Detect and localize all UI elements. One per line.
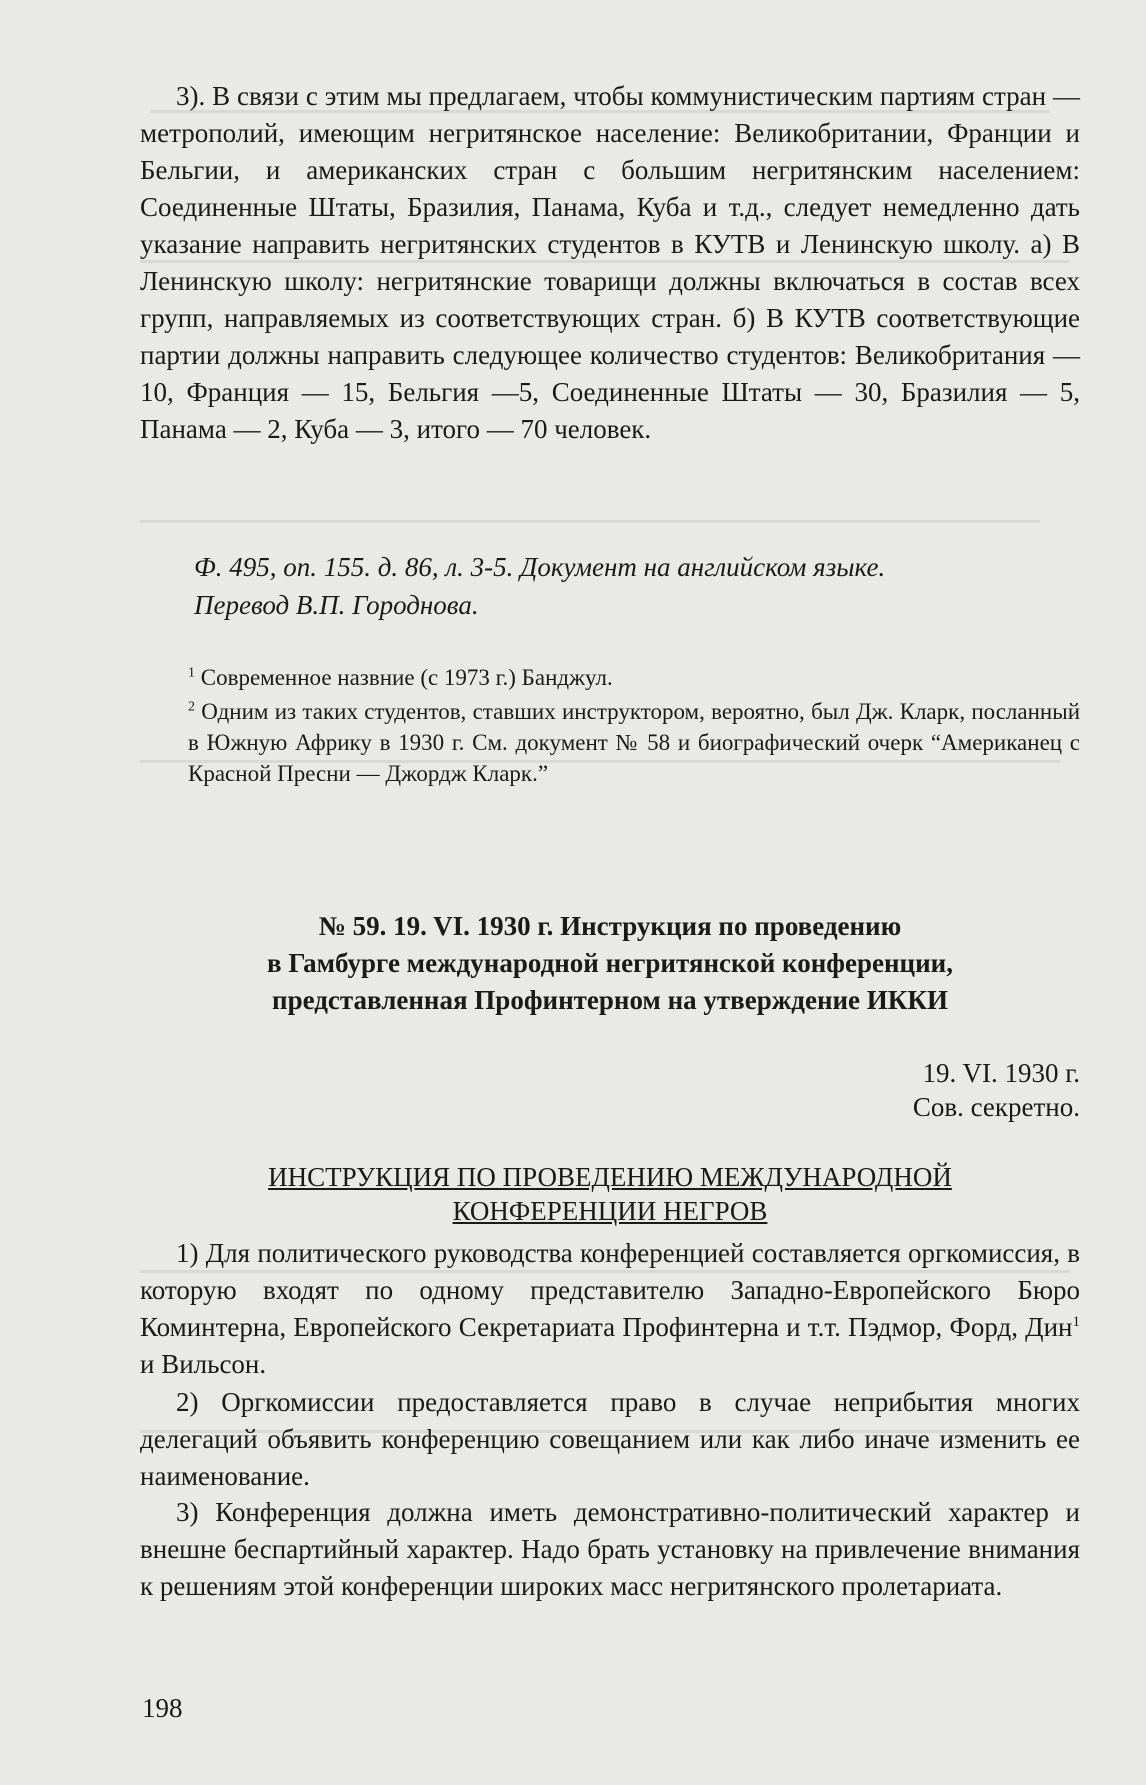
dateline — [913, 1056, 1080, 1124]
heading-line-3: представленная Профинтерном на утверждение ИККИ — [272, 985, 948, 1015]
archive-reference-line: Ф. 495, оп. 155. д. 86, л. 3-5. Документ на английском языке. — [194, 552, 886, 582]
document-date: 19. VI. 1930 г. — [922, 1058, 1080, 1088]
footnote-2 — [188, 696, 1080, 789]
footnote-text: Современное назвние (с 1973 г.) Банджул. — [200, 665, 613, 690]
instruction-item-2: 2) Оргкомиссии предоставляется право в случае неприбытия многих делегаций объявить конференцию совещанием или как либо иначе изменить ее наименование. — [140, 1387, 1080, 1491]
archive-reference — [194, 548, 1080, 624]
footnote-1 — [188, 662, 1080, 693]
heading-line-2: в Гамбурге международной негритянской конференции, — [267, 948, 953, 978]
page-number: 198 — [142, 1693, 183, 1723]
instruction-title-line-2: КОНФЕРЕНЦИИ НЕГРОВ — [452, 1196, 768, 1226]
item-1-text: 1) Для политического руководства конференцией составляется оргкомиссия, в которую входят по одному представителю Западно-Европейского Бюро Коминтерна, Европейского Секретариата Профинтерна и т.т. Пэдмор, Форд, Дин — [140, 1238, 1080, 1342]
footnote-mark: 1 — [188, 665, 195, 681]
instruction-item-3: 3) Конференция должна иметь демонстративно-политический характер и внешне беспартийный характер. Надо брать установку на привлечение внимания к решениям этой конференции широких масс негритянского пролетариата. — [140, 1497, 1080, 1601]
footnote-mark: 2 — [188, 699, 195, 715]
archive-translator-line: Перевод В.П. Городнова. — [194, 590, 479, 620]
footnote-mark: 1 — [1072, 1314, 1080, 1330]
footnotes — [188, 662, 1080, 792]
item-1-text-end: и Вильсон. — [140, 1349, 267, 1379]
instruction-title-line-1: ИНСТРУКЦИЯ ПО ПРОВЕДЕНИЮ МЕЖДУНАРОДНОЙ — [268, 1162, 952, 1192]
footnote-text: Одним из таких студентов, ставших инструктором, вероятно, был Дж. Кларк, посланный в Южную Африку в 1930 г. См. документ № 58 и биографический очерк “Американец с Красной Пресни — Джордж Кларк.” — [188, 699, 1080, 786]
document-heading — [170, 908, 1050, 1019]
heading-line-1: № 59. 19. VI. 1930 г. Инструкция по проведению — [318, 911, 902, 941]
instruction-item-1 — [140, 1235, 1080, 1383]
instruction-title — [170, 1160, 1050, 1228]
intro-paragraph: 3). В связи с этим мы предлагаем, чтобы коммунистическим партиям стран — метрополий, имеющим негритянское население: Великобритании, Франции и Бельгии, и американских стран с большим негритянским населением: Соединенные Штаты, Бразилия, Панама, Куба и т.д., следует немедленно дать указание направить негритянских студентов в КУТВ и Ленинскую школу. а) В Ленинскую школу: негритянские товарищи должны включаться в состав всех групп, направляемых из соответствующих стран. б) В КУТВ соответствующие партии должны направить следующее количество студентов: Великобритания — 10, Франция — 15, Бельгия —5, Соединенные Штаты — 30, Бразилия — 5, Панама — 2, Куба — 3, итого — 70 человек. — [140, 81, 1080, 444]
classification-stamp: Сов. секретно. — [912, 1092, 1080, 1122]
